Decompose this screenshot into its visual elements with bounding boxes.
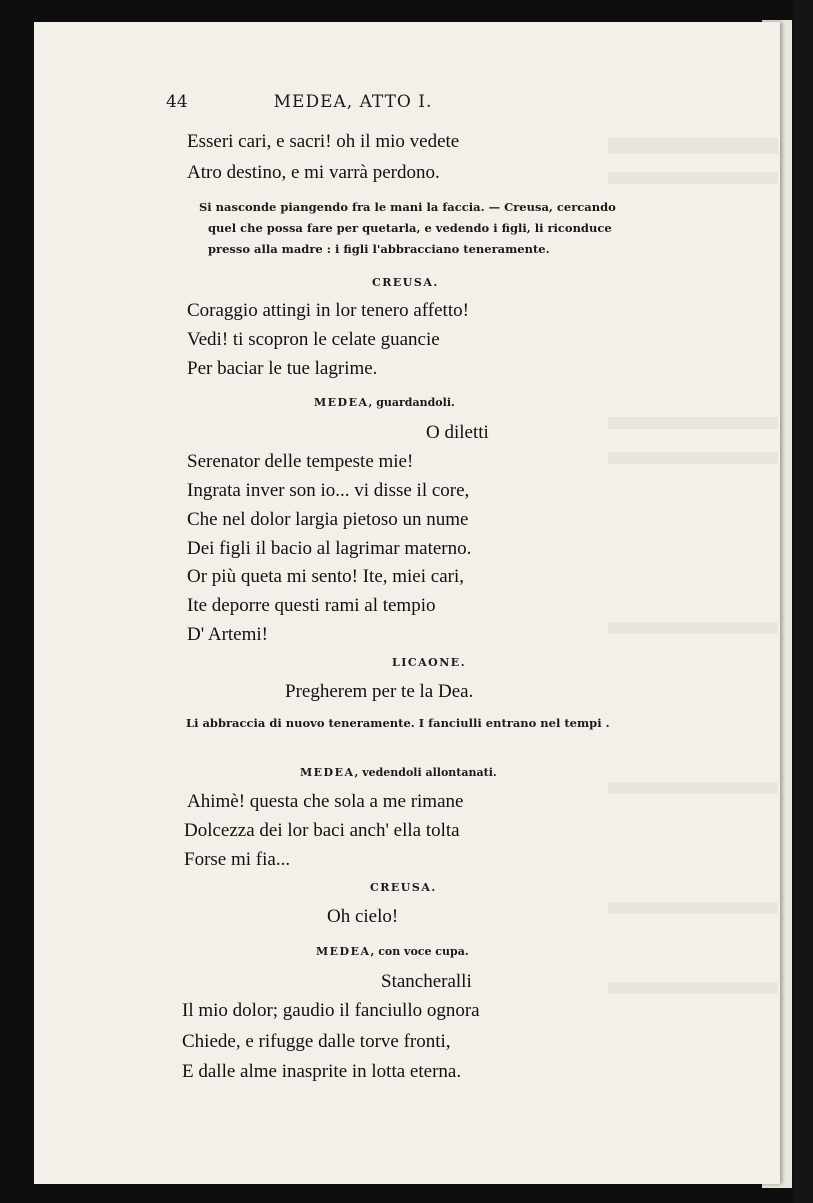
speaker-name: CREUSA. bbox=[372, 276, 439, 289]
verse-line: Ite deporre questi rami al tempio bbox=[187, 595, 436, 616]
verse-line: Vedi! ti scopron le celate guancie bbox=[187, 329, 440, 350]
stage-direction: Si nasconde piangendo fra le mani la faccia. — Creusa, cercando bbox=[199, 200, 616, 214]
verse-line: Ingrata inver son io... vi disse il core, bbox=[187, 480, 470, 501]
stage-direction: quel che possa fare per quetarla, e vedendo i figli, li riconduce bbox=[208, 221, 612, 235]
verse-line: Dolcezza dei lor baci anch' ella tolta bbox=[184, 820, 460, 841]
stage-direction: presso alla madre : i figli l'abbracciano teneramente. bbox=[208, 242, 550, 256]
verse-line: Stancheralli bbox=[381, 971, 472, 992]
verse-line: Forse mi fia... bbox=[184, 849, 291, 870]
stage-direction: Li abbraccia di nuovo teneramente. I fanciulli entrano nel tempi . bbox=[186, 716, 610, 730]
speaker-direction: , con voce cupa. bbox=[370, 945, 469, 958]
verse-line: Coraggio attingi in lor tenero affetto! bbox=[187, 300, 469, 321]
speaker-name: MEDEA bbox=[314, 396, 369, 409]
page-number: 44 bbox=[166, 92, 188, 112]
speaker-name: MEDEA bbox=[316, 945, 371, 958]
verse-line: Ahimè! questa che sola a me rimane bbox=[187, 791, 464, 812]
verse-line: Atro destino, e mi varrà perdono. bbox=[187, 162, 440, 183]
speaker-label bbox=[314, 396, 455, 409]
scan-border bbox=[793, 0, 813, 1203]
verse-line: Or più queta mi sento! Ite, miei cari, bbox=[187, 566, 464, 587]
verse-line: Che nel dolor largia pietoso un nume bbox=[187, 509, 469, 530]
verse-line: Serenator delle tempeste mie! bbox=[187, 451, 414, 472]
verse-line: Oh cielo! bbox=[327, 906, 399, 927]
verse-line: Chiede, e rifugge dalle torve fronti, bbox=[182, 1031, 451, 1052]
verse-line: O diletti bbox=[426, 422, 489, 443]
running-title: MEDEA, ATTO I. bbox=[273, 92, 433, 112]
speaker-name: LICAONE. bbox=[392, 656, 467, 669]
verse-line: Esseri cari, e sacri! oh il mio vedete bbox=[187, 131, 460, 152]
verse-line: Dei figli il bacio al lagrimar materno. bbox=[187, 538, 472, 559]
verse-line: D' Artemi! bbox=[187, 624, 268, 645]
verse-line: E dalle alme inasprite in lotta eterna. bbox=[182, 1061, 462, 1082]
speaker-label bbox=[300, 766, 497, 779]
speaker-direction: , guardandoli. bbox=[368, 396, 455, 409]
speaker-direction: , vedendoli allontanati. bbox=[354, 766, 497, 779]
verse-line: Pregherem per te la Dea. bbox=[285, 681, 474, 702]
verse-line: Il mio dolor; gaudio il fanciullo ognora bbox=[182, 1000, 480, 1021]
speaker-name: MEDEA bbox=[300, 766, 355, 779]
speaker-name: CREUSA. bbox=[370, 881, 437, 894]
verse-line: Per baciar le tue lagrime. bbox=[187, 358, 378, 379]
speaker-label bbox=[316, 945, 469, 958]
